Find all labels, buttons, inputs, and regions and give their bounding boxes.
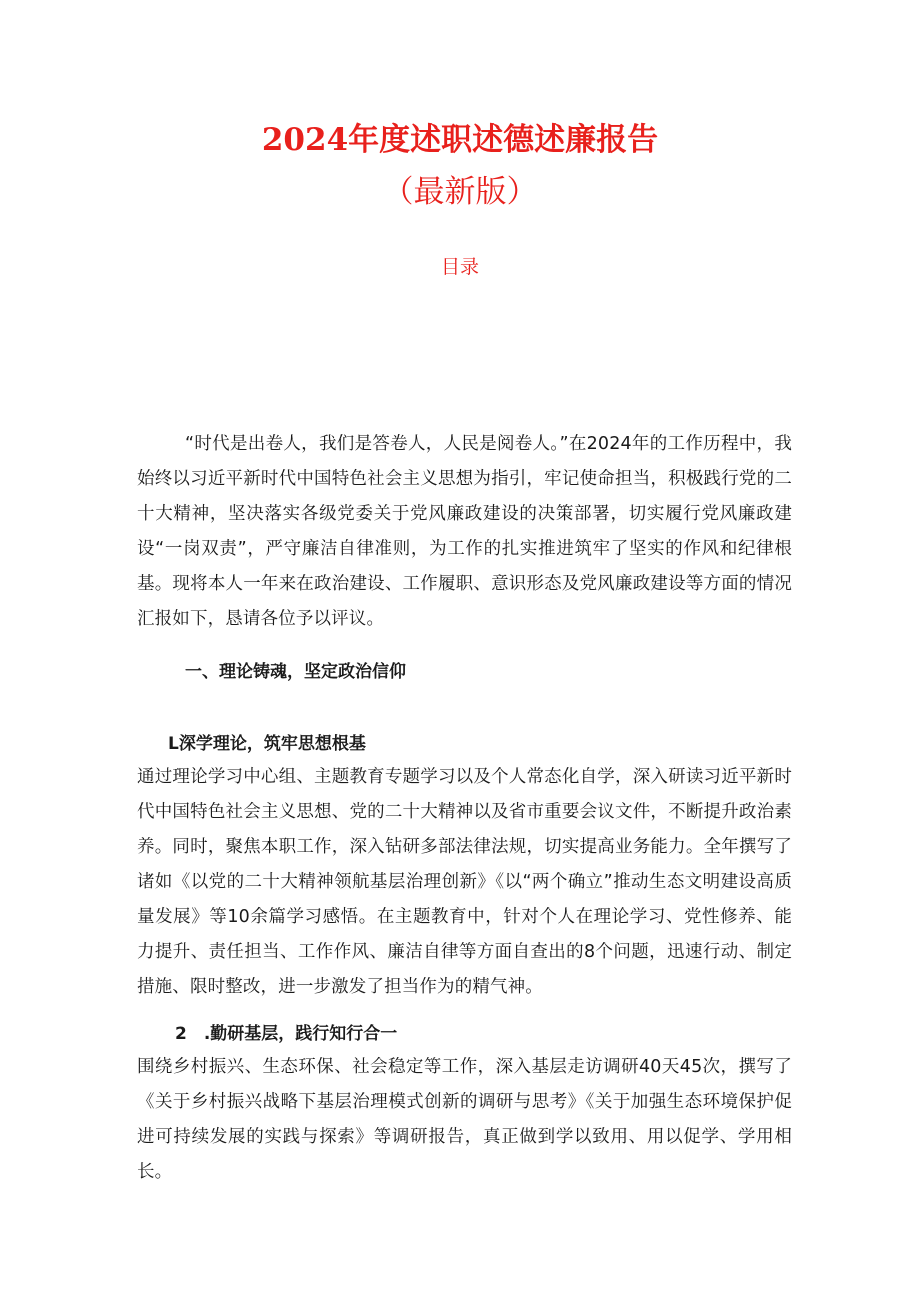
section-heading-1: 一、理论铸魂，坚定政治信仰 xyxy=(185,662,406,682)
report-subtitle: （最新版） xyxy=(382,174,538,210)
subsection-paragraph-2: 围绕乡村振兴、生态环保、社会稳定等工作，深入基层走访调研40天45次，撰写了《关于乡村振兴战略下基层治理模式创新的调研与思考》《关于加强生态环境保护促进可持续发展的实践与探索》等调研报告，真正做到学以致用、用以促学、学用相长。 xyxy=(137,1057,792,1182)
table-of-contents-label: 目录 xyxy=(440,256,479,278)
intro-paragraph: “时代是出卷人，我们是答卷人，人民是阅卷人。”在2024年的工作历程中，我始终以习近平新时代中国特色社会主义思想为指引，牢记使命担当，积极践行党的二十大精神，坚决落实各级党委关于党风廉政建设的决策部署，切实履行党风廉政建设“一岗双责”，严守廉洁自律准则，为工作的扎实推进筑牢了坚实的作风和纪律根基。现将本人一年来在政治建设、工作履职、意识形态及党风廉政建设等方面的情况汇报如下，恳请各位予以评议。 xyxy=(137,434,792,629)
subsection-paragraph-1: 通过理论学习中心组、主题教育专题学习以及个人常态化自学，深入研读习近平新时代中国特色社会主义思想、党的二十大精神以及省市重要会议文件，不断提升政治素养。同时，聚焦本职工作，深入钻研多部法律法规，切实提高业务能力。全年撰写了诸如《以党的二十大精神领航基层治理创新》《以“两个确立”推动生态文明建设高质量发展》等10余篇学习感悟。在主题教育中，针对个人在理论学习、党性修养、能力提升、责任担当、工作作风、廉洁自律等方面自查出的8个问题，迅速行动、制定措施、限时整改，进一步激发了担当作为的精气神。 xyxy=(137,767,792,997)
subsection-heading-1: L深学理论，筑牢思想根基 xyxy=(168,734,366,754)
subsection-heading-2: 2 .勤研基层，践行知行合一 xyxy=(175,1024,398,1044)
report-title: 2024年度述职述德述廉报告 xyxy=(261,122,659,158)
